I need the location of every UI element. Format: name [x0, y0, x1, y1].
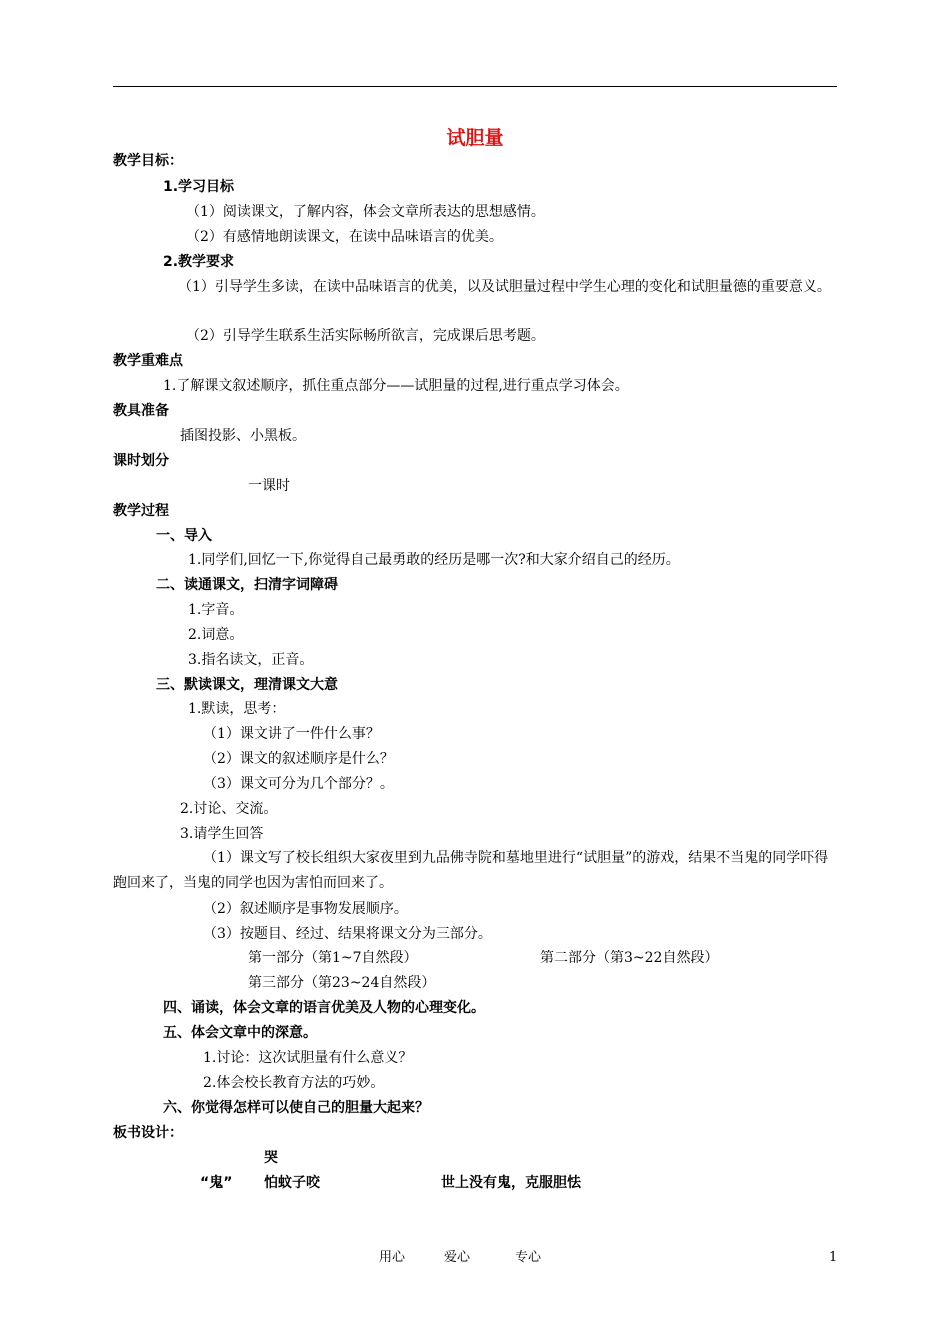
- part-item: 第二部分（第3~22自然段）: [540, 950, 719, 966]
- board-ghost: “鬼”: [200, 1175, 233, 1191]
- learn-goals-heading: 1.学习目标: [163, 179, 235, 195]
- board-mosquito: 怕蚊子咬: [264, 1175, 320, 1191]
- section-item: 2.体会校长教育方法的巧妙。: [203, 1075, 385, 1091]
- requirement-item: （1）引导学生多读，在读中品味语言的优美，以及试胆量过程中学生心理的变化和试胆量德的重要意义。: [178, 279, 831, 295]
- question-item: （2）课文的叙述顺序是什么？: [203, 751, 394, 767]
- process-heading: 教学过程: [113, 503, 169, 519]
- section-item: 2.讨论、交流。: [180, 801, 278, 817]
- page-title: 试胆量: [446, 127, 504, 149]
- section-heading: 六、你觉得怎样可以使自己的胆量大起来？: [163, 1100, 429, 1116]
- section-item: 1.同学们,回忆一下,你觉得自己最勇敢的经历是哪一次?和大家介绍自己的经历。: [188, 552, 680, 568]
- section-item: 2.词意。: [188, 627, 244, 643]
- part-item: 第三部分（第23~24自然段）: [248, 975, 436, 991]
- learn-goal-item: （1）阅读课文，了解内容，体会文章所表达的思想感情。: [186, 204, 545, 220]
- answer-item: （3）按题目、经过、结果将课文分为三部分。: [203, 926, 492, 942]
- answer-item: （2）叙述顺序是事物发展顺序。: [203, 901, 408, 917]
- question-item: （3）课文可分为几个部分？。: [203, 776, 394, 792]
- schedule-item: 一课时: [248, 478, 290, 494]
- section-heading: 三、默读课文，理清课文大意: [156, 677, 338, 693]
- section-heading: 四、诵读，体会文章的语言优美及人物的心理变化。: [163, 1000, 485, 1016]
- footer-word: 专心: [515, 1250, 542, 1265]
- board-conclusion: 世上没有鬼，克服胆怯: [441, 1175, 581, 1191]
- footer-word: 爱心: [444, 1250, 471, 1265]
- section-heading: 五、体会文章中的深意。: [163, 1025, 317, 1041]
- section-item: 1.默读，思考：: [188, 701, 286, 717]
- section-heading: 二、读通课文，扫清字词障碍: [156, 577, 338, 593]
- section-item: 1.字音。: [188, 602, 244, 618]
- page-number: 1: [829, 1250, 838, 1265]
- board-heading: 板书设计：: [113, 1125, 183, 1141]
- learn-goal-item: （2）有感情地朗读课文，在读中品味语言的优美。: [186, 229, 503, 245]
- materials-heading: 教具准备: [113, 403, 169, 419]
- header-rule: [113, 86, 837, 87]
- section-item: 3.指名读文，正音。: [188, 652, 314, 668]
- requirements-heading: 2.教学要求: [163, 254, 235, 270]
- footer-word: 用心: [379, 1250, 406, 1265]
- section-item: 1.讨论：这次试胆量有什么意义？: [203, 1050, 413, 1066]
- schedule-heading: 课时划分: [113, 453, 169, 469]
- section-heading: 一、导入: [156, 528, 212, 544]
- answer-item: （1）课文写了校长组织大家夜里到九品佛寺院和墓地里进行“试胆量”的游戏，结果不当鬼的同学吓得跑回来了，当鬼的同学也因为害怕而回来了。: [113, 850, 829, 891]
- question-item: （1）课文讲了一件什么事？: [203, 726, 380, 742]
- requirement-item: （2）引导学生联系生活实际畅所欲言，完成课后思考题。: [186, 328, 545, 344]
- key-points-item: 1.了解课文叙述顺序，抓住重点部分——试胆量的过程,进行重点学习体会。: [163, 378, 629, 394]
- key-points-heading: 教学重难点: [113, 353, 183, 369]
- section-item: 3.请学生回答: [180, 826, 264, 842]
- goals-heading: 教学目标：: [113, 153, 183, 169]
- part-item: 第一部分（第1~7自然段）: [248, 950, 418, 966]
- board-cry: 哭: [264, 1150, 278, 1166]
- materials-item: 插图投影、小黑板。: [180, 428, 306, 444]
